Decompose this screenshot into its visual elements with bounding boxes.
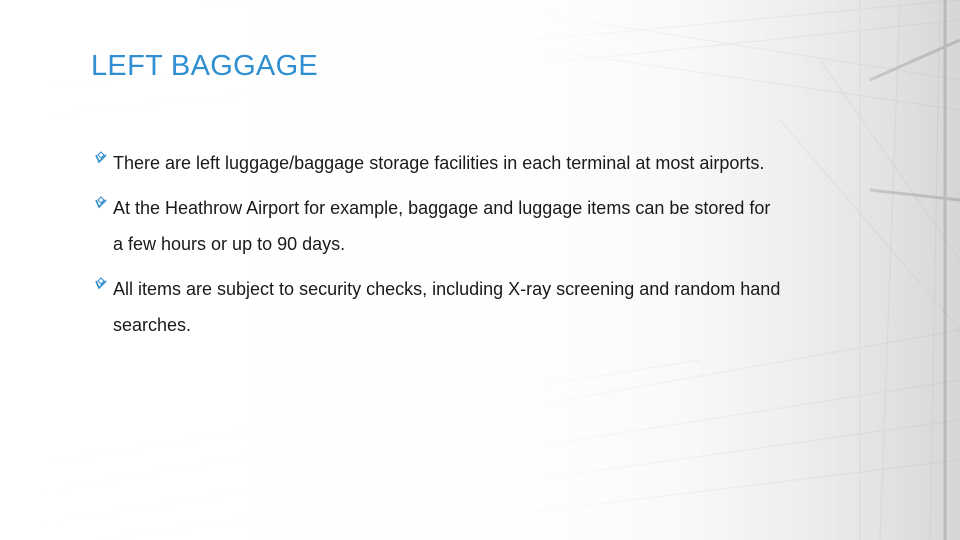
diamond-checkmark-icon [94, 150, 110, 166]
diamond-checkmark-icon [94, 195, 110, 211]
bullet-text: At the Heathrow Airport for example, baggage and luggage items can be stored for a few hours or up to 90 days. [113, 198, 771, 254]
list-item [94, 145, 784, 181]
slide-title: LEFT BAGGAGE [91, 50, 319, 82]
bullet-text: There are left luggage/baggage storage facilities in each terminal at most airports. [113, 153, 765, 173]
diamond-checkmark-icon [94, 276, 110, 292]
bullet-text: All items are subject to security checks, including X-ray screening and random hand searches. [113, 279, 781, 335]
bullet-list [94, 152, 784, 359]
list-item [94, 271, 784, 343]
list-item [94, 190, 784, 262]
